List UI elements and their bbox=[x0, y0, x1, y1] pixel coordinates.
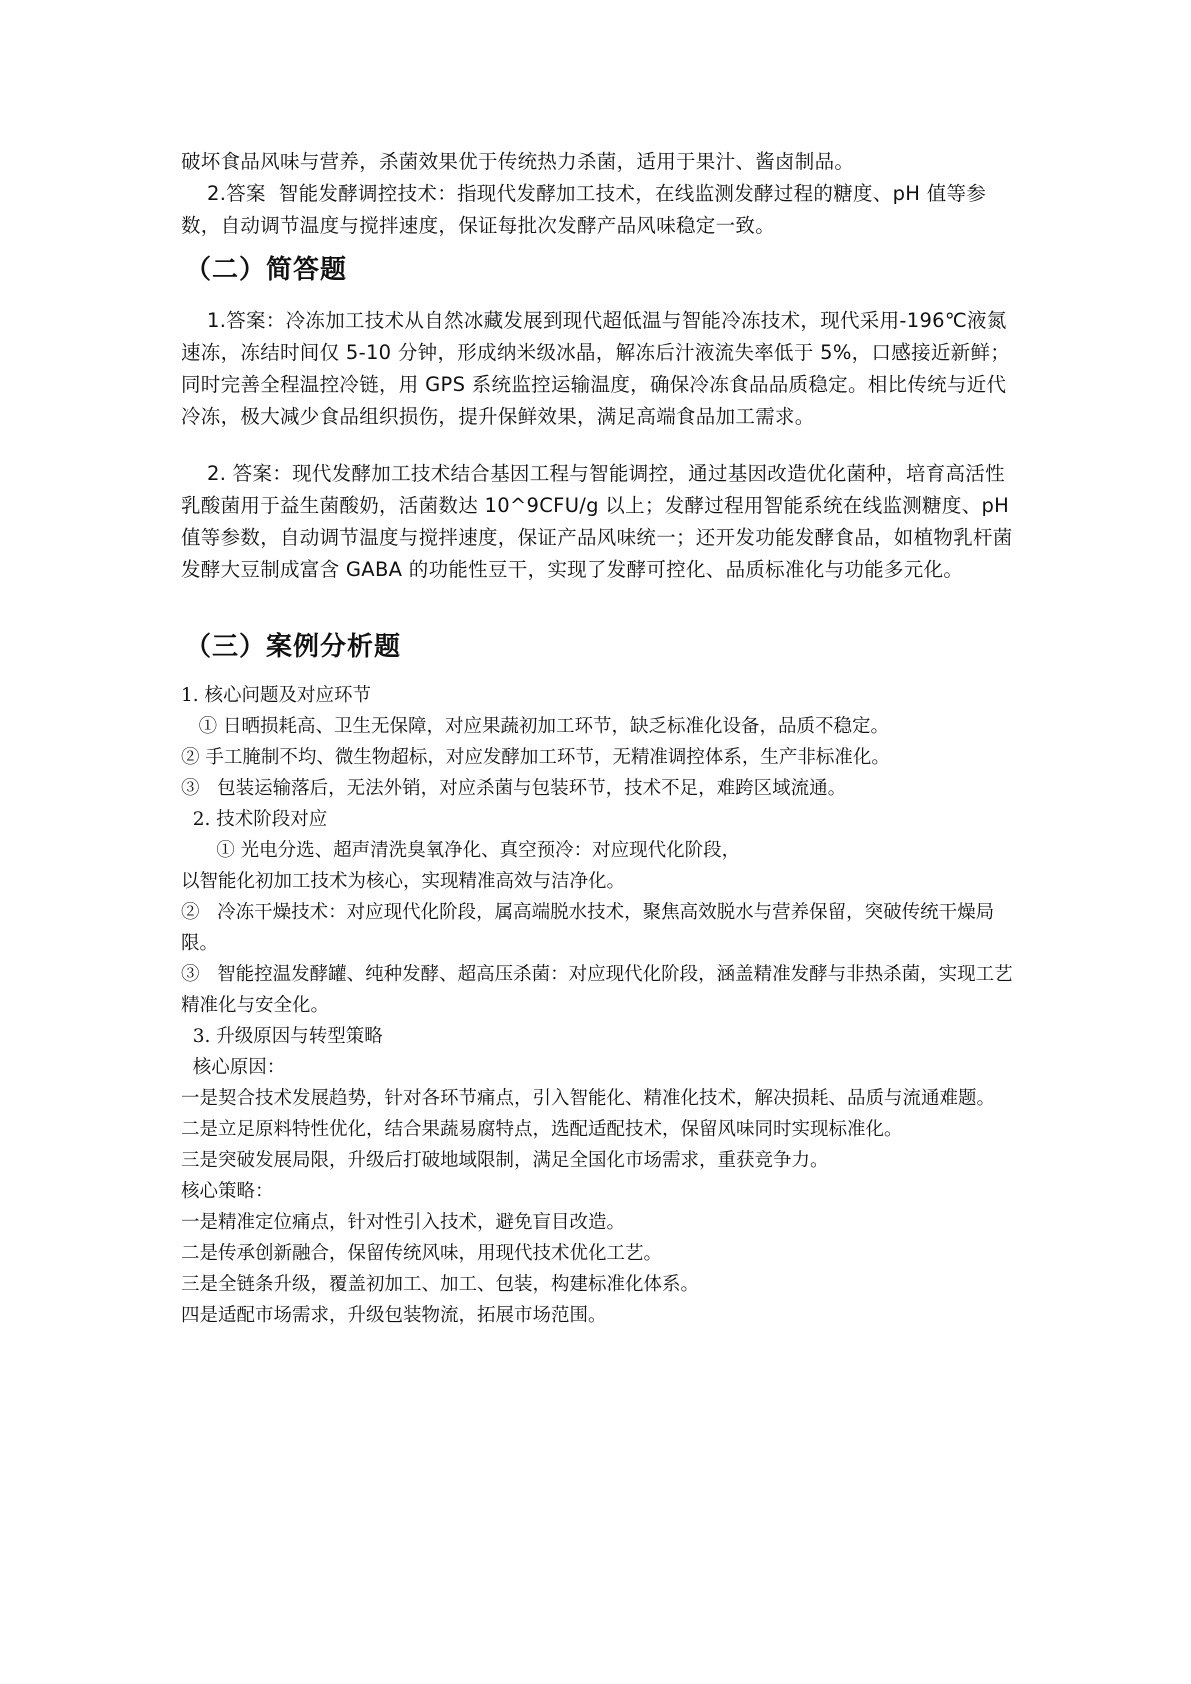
answer-1-paragraph: 1.答案：冷冻加工技术从自然冰藏发展到现代超低温与智能冷冻技术，现代采用-196℃液氮速冻，冻结时间仅 5-10 分钟，形成纳米级冰晶，解冻后汁液流失率低于 5%，口感接近新鲜；同时完善全程温控冷链，用 GPS 系统监控运输温度，确保冷冻食品品质稳定。相比传统与近代冷冻，极大减少食品组织损伤，提升保鲜效果，满足高端食品加工需求。 bbox=[181, 309, 1011, 428]
answer-2-paragraph: 2. 答案：现代发酵加工技术结合基因工程与智能调控，通过基因改造优化菌种，培育高活性乳酸菌用于益生菌酸奶，活菌数达 10^9CFU/g 以上；发酵过程用智能系统在线监测糖度、pH 值等参数，自动调节温度与搅拌速度，保证产品风味统一；还开发功能发酵食品，如植物乳杆菌发酵大豆制成富含 GABA 的功能性豆干，实现了发酵可控化、品质标准化与功能多元化。 bbox=[181, 462, 1016, 581]
section-heading-short-answer: （二）简答题 bbox=[185, 255, 348, 285]
section-heading-case-analysis: （三）案例分析题 bbox=[185, 632, 402, 662]
case-analysis-body: 1. 核心问题及对应环节 ① 日晒损耗高、卫生无保障，对应果蔬初加工环节，缺乏标准化设备，品质不稳定。 ② 手工腌制不均、微生物超标，对应发酵加工环节，无精准调控体系，生产非标准化。 ③ 包装运输落后，无法外销，对应杀菌与包装环节，技术不足，难跨区域流通。 2. 技术阶段对应 ① 光电分选、超声清洗臭氧净化、真空预冷：对应现代化阶段， 以智能化初加工技术为核心，实现精准高效与洁净化。 ② 冷冻干燥技术：对应现代化阶段，属高端脱水技术，聚焦高效脱水与营养保留，突破传统干燥局限。 ③ 智能控温发酵罐、纯种发酵、超高压杀菌：对应现代化阶段，涵盖精准发酵与非热杀菌，实现工艺精准化与安全化。 3. 升级原因与转型策略 核心原因： 一是契合技术发展趋势，针对各环节痛点，引入智能化、精准化技术，解决损耗、品质与流通难题。 二是立足原料特性优化，结合果蔬易腐特点，选配适配技术，保留风味同时实现标准化。 三是突破发展局限，升级后打破地域限制，满足全国化市场需求，重获竞争力。 核心策略： 一是精准定位痛点，针对性引入技术，避免盲目改造。 二是传承创新融合，保留传统风味，用现代技术优化工艺。 三是全链条升级，覆盖初加工、加工、包装，构建标准化体系。 四是适配市场需求，升级包装物流，拓展市场范围。 bbox=[181, 685, 1013, 1326]
intro-paragraph: 破坏食品风味与营养，杀菌效果优于传统热力杀菌，适用于果汁、酱卤制品。 2.答案 智能发酵调控技术：指现代发酵加工技术，在线监测发酵过程的糖度、pH 值等参数，自动调节温度与搅拌速度，保证每批次发酵产品风味稳定一致。 bbox=[181, 150, 987, 237]
